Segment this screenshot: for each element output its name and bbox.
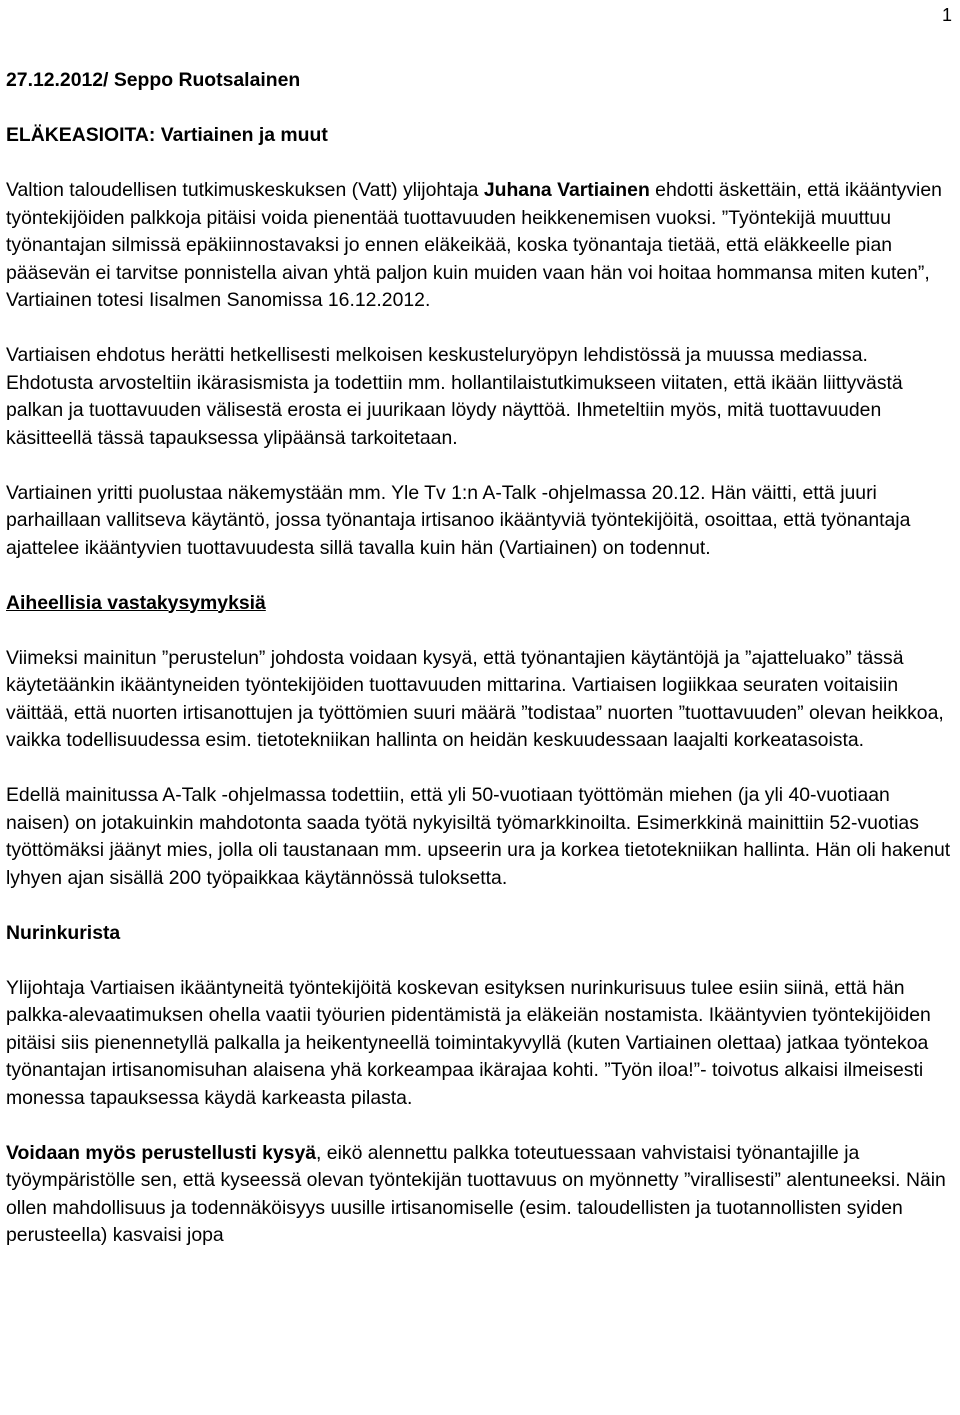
section-heading-vastakysymyksia: Aiheellisia vastakysymyksiä — [6, 591, 266, 614]
section1-paragraph-1: Viimeksi mainitun ”perustelun” johdosta voidaan kysyä, että työnantajien käytäntöjä ja ”ajatteluako” tässä käytetäänkin ikääntyneiden työntekijöiden tuottavuuden mittarina. Vartiaisen logiikkaa seuraten voitaisiin väittää, että nuorten irtisanottujen ja työttömien suuri määrä ”todistaa” nuorten ”tuottavuuden” olevan heikkoa, vaikka todellisuudessa esim. tietotekniikan hallinta on heidän keskuudessaan laajalti korkeatasoista. — [6, 646, 944, 751]
intro-paragraph-2: Vartiaisen ehdotus herätti hetkellisesti melkoisen keskusteluryöpyn lehdistössä ja muussa mediassa. Ehdotusta arvosteltiin ikärasismista ja todettiin mm. hollantilaistutkimukseen viitaten, että ikään liittyvästä palkan ja tuottavuuden välisestä erosta ei juurikaan löydy näyttöä. Ihmeteltiin myös, mitä tuottavuuden käsitteellä tässä tapauksessa ylipäänsä tarkoitetaan. — [6, 344, 903, 449]
section1-paragraph-2: Edellä mainitussa A-Talk -ohjelmassa todettiin, että yli 50-vuotiaan työttömän miehen (ja yli 40-vuotiaan naisen) on jotakuinkin mahdotonta saada työtä nykyisiltä työmarkkinoilta. Esimerkkinä mainittiin 52-vuotias työttömäksi jäänyt mies, jolla oli taustanaan mm. upseerin ura ja korkea tietotekniikan hallinta. Hän oli hakenut lyhyen ajan sisällä 200 työpaikkaa käytännössä tuloksetta. — [6, 784, 951, 889]
document-body — [6, 67, 956, 1250]
intro-paragraph-1 — [6, 177, 956, 315]
section2-paragraph-1: Ylijohtaja Vartiaisen ikääntyneitä työntekijöitä koskevan esityksen nurinkurisuus tulee esiin siinä, että hän palkka-alevaatimuksen ohella vaatii työurien pidentämistä ja eläkeiän nostamista. Ikääntyvien työntekijöiden pitäisi siis pienennetyllä palkalla ja heikentyneellä toimintakyvyllä (kuten Vartiainen olettaa) jatkaa työntekoa työnantajan irtisanomisuhan alaisena yhä korkeampaa ikärajaa kohti. ”Työn iloa!”- toivotus alkaisi ilmeisesti monessa tapauksessa käydä karkeasta pilasta. — [6, 976, 931, 1109]
date-author-line: 27.12.2012/ Seppo Ruotsalainen — [6, 69, 301, 91]
section2-p2-bold-lead: Voidaan myös perustellusti kysyä — [6, 1141, 317, 1164]
section2-paragraph-2 — [6, 1140, 956, 1250]
person-name: Juhana Vartiainen — [483, 179, 650, 201]
document-title: ELÄKEASIOITA: Vartiainen ja muut — [6, 124, 328, 146]
intro-p1-before: Valtion taloudellisen tutkimuskeskuksen (Vatt) ylijohtaja — [6, 179, 484, 201]
intro-paragraph-3: Vartiainen yritti puolustaa näkemystään mm. Yle Tv 1:n A-Talk -ohjelmassa 20.12. Hän väitti, että juuri parhaillaan vallitseva käytäntö, jossa työnantaja irtisanoo ikääntyviä työntekijöitä, osoittaa, että työnantaja ajattelee ikääntyvien tuottavuudesta sillä tavalla kuin hän (Vartiainen) on todennut. — [6, 481, 911, 559]
section-heading-nurinkurista: Nurinkurista — [6, 921, 121, 944]
section2-p2-rest: , eikö alennettu palkka toteutuessaan vahvistaisi työnantajille ja työympäristölle sen, että kyseessä olevan työntekijän tuottavuus on myönnetty ”virallisesti” alentuneeksi. Näin ollen mahdollisuus ja todennäköisyys uusille irtisanomiselle (esim. taloudellisten ja tuotannollisten syiden perusteella) kasvaisi jopa — [6, 1141, 946, 1246]
page-number: 1 — [941, 5, 952, 25]
intro-p1-after: ehdotti äskettäin, että ikääntyvien työntekijöiden palkkoja pitäisi voida pienentää tuottavuuden heikkenemisen vuoksi. ”Työntekijä muuttuu työnantajan silmissä epäkiinnostavaksi jo ennen eläkeikää, koska työnantaja tietää, että eläkkeelle pian pääsevän ei tarvitse ponnistella aivan yhtä paljon kuin muiden vaan hän voi hoitaa hommansa miten kuten”, Vartiainen totesi Iisalmen Sanomissa 16.12.2012. — [6, 179, 942, 311]
